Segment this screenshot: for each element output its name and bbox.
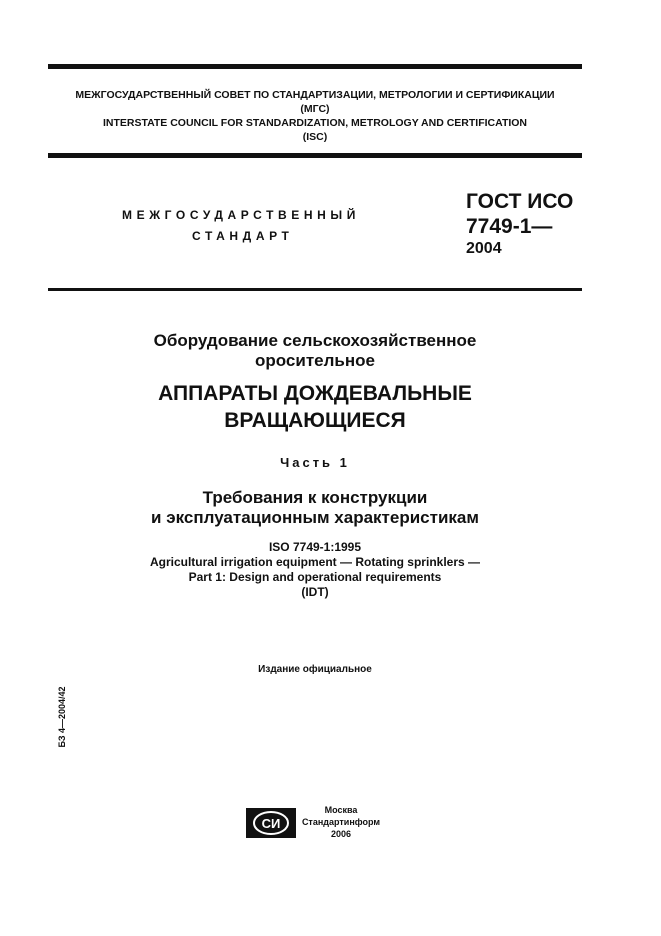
- council-abbr-ru: (МГС): [300, 103, 330, 115]
- publisher-name: Стандартинформ: [301, 817, 381, 827]
- part-number: Часть 1: [280, 455, 350, 470]
- standard-designation-prefix: ГОСТ ИСО: [466, 190, 574, 213]
- standard-designation-number: 7749-1—: [466, 215, 553, 238]
- standard-designation-year: 2004: [466, 240, 502, 257]
- iso-title-line2: Part 1: Design and operational requirements: [188, 570, 442, 584]
- council-name-ru: МЕЖГОСУДАРСТВЕННЫЙ СОВЕТ ПО СТАНДАРТИЗАЦИИ, МЕТРОЛОГИИ И СЕРТИФИКАЦИИ: [75, 89, 555, 101]
- council-abbr-en: (ISC): [302, 131, 328, 143]
- iso-degree: (IDT): [301, 585, 329, 599]
- iso-reference: ISO 7749-1:1995: [268, 540, 362, 554]
- title-ru-line1: Оборудование сельскохозяйственное: [153, 331, 477, 350]
- standard-label-line2: СТАНДАРТ: [192, 229, 294, 243]
- publisher-city: Москва: [324, 805, 358, 815]
- council-name-en: INTERSTATE COUNCIL FOR STANDARDIZATION, METROLOGY AND CERTIFICATION: [102, 117, 528, 129]
- main-title-line2: ВРАЩАЮЩИЕСЯ: [224, 409, 406, 432]
- main-title-line1: АППАРАТЫ ДОЖДЕВАЛЬНЫЕ: [158, 382, 472, 405]
- subtitle-line2: и эксплуатационным характеристикам: [151, 508, 479, 527]
- subtitle-line1: Требования к конструкции: [202, 488, 428, 507]
- middle-rule: [48, 153, 582, 158]
- lower-rule: [48, 288, 582, 291]
- publisher-year: 2006: [330, 829, 352, 839]
- standard-label-line1: МЕЖГОСУДАРСТВЕННЫЙ: [122, 208, 360, 222]
- publisher-logo-text: СИ: [261, 816, 281, 831]
- iso-title-line1: Agricultural irrigation equipment — Rotating sprinklers —: [149, 555, 481, 569]
- publisher-logo-icon: [246, 808, 296, 838]
- edition-label: Издание официальное: [258, 664, 372, 675]
- top-rule: [48, 64, 582, 69]
- side-code: БЗ 4—2004/42: [57, 686, 67, 748]
- title-ru-line2: оросительное: [255, 351, 375, 370]
